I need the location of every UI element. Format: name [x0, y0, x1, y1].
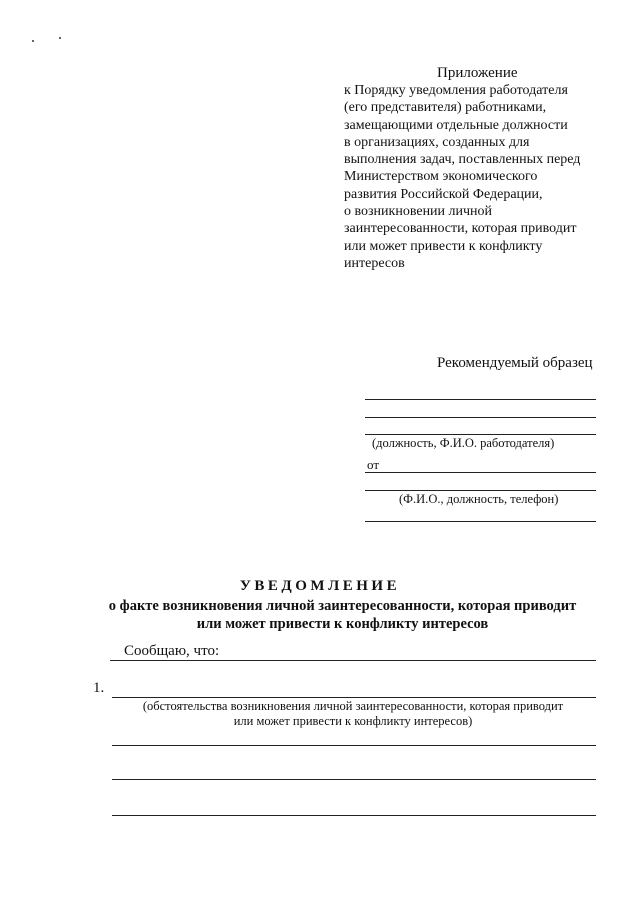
item-number: 1.	[93, 680, 105, 696]
employer-line	[365, 399, 596, 400]
sender-line	[365, 521, 596, 522]
employer-line	[365, 434, 596, 435]
appendix-line: к Порядку уведомления работодателя	[344, 83, 568, 98]
circumstances-caption-line: (обстоятельства возникновения личной заинтересованности, которая приводит	[142, 699, 564, 713]
from-label: от	[367, 457, 380, 472]
appendix-line: заинтересованности, которая приводит	[344, 221, 577, 237]
circumstances-caption-line: или может привести к конфликту интересов)	[233, 714, 473, 728]
circumstances-caption	[110, 699, 596, 729]
appendix-line: в организациях, созданных для	[344, 134, 530, 150]
circumstances-line	[112, 697, 596, 698]
sender-line	[365, 472, 596, 473]
notice-title: УВЕДОМЛЕНИЕ	[239, 578, 401, 594]
blank-line	[112, 815, 596, 816]
appendix-description	[344, 82, 607, 272]
report-line	[110, 660, 596, 661]
appendix-line: о возникновении личной	[344, 204, 493, 220]
appendix-line: выполнения задач, поставленных перед	[344, 152, 581, 168]
appendix-line: (его представителя) работниками,	[344, 100, 547, 116]
notice-subtitle-line: или может привести к конфликту интересов	[196, 616, 489, 632]
scan-speck	[32, 40, 34, 42]
appendix-title: Приложение	[437, 65, 518, 81]
notice-subtitle-line: о факте возникновения личной заинтересованности, которая приводит	[108, 598, 577, 614]
employer-line	[365, 417, 596, 418]
recommended-sample-label: Рекомендуемый образец	[437, 355, 593, 371]
sender-line	[365, 490, 596, 491]
notice-subtitle	[60, 597, 625, 633]
employer-caption: (должность, Ф.И.О. работодателя)	[372, 436, 555, 450]
appendix-line: или может привести к конфликту	[344, 238, 543, 254]
report-label: Сообщаю, что:	[124, 643, 220, 659]
blank-line	[112, 779, 596, 780]
appendix-line: Министерством экономического	[344, 169, 538, 185]
appendix-line: развития Российской Федерации,	[344, 186, 543, 202]
sender-caption: (Ф.И.О., должность, телефон)	[399, 492, 559, 506]
blank-line	[112, 745, 596, 746]
appendix-line: замещающими отдельные должности	[344, 117, 568, 133]
scan-speck	[59, 37, 61, 39]
appendix-line: интересов	[344, 255, 405, 271]
